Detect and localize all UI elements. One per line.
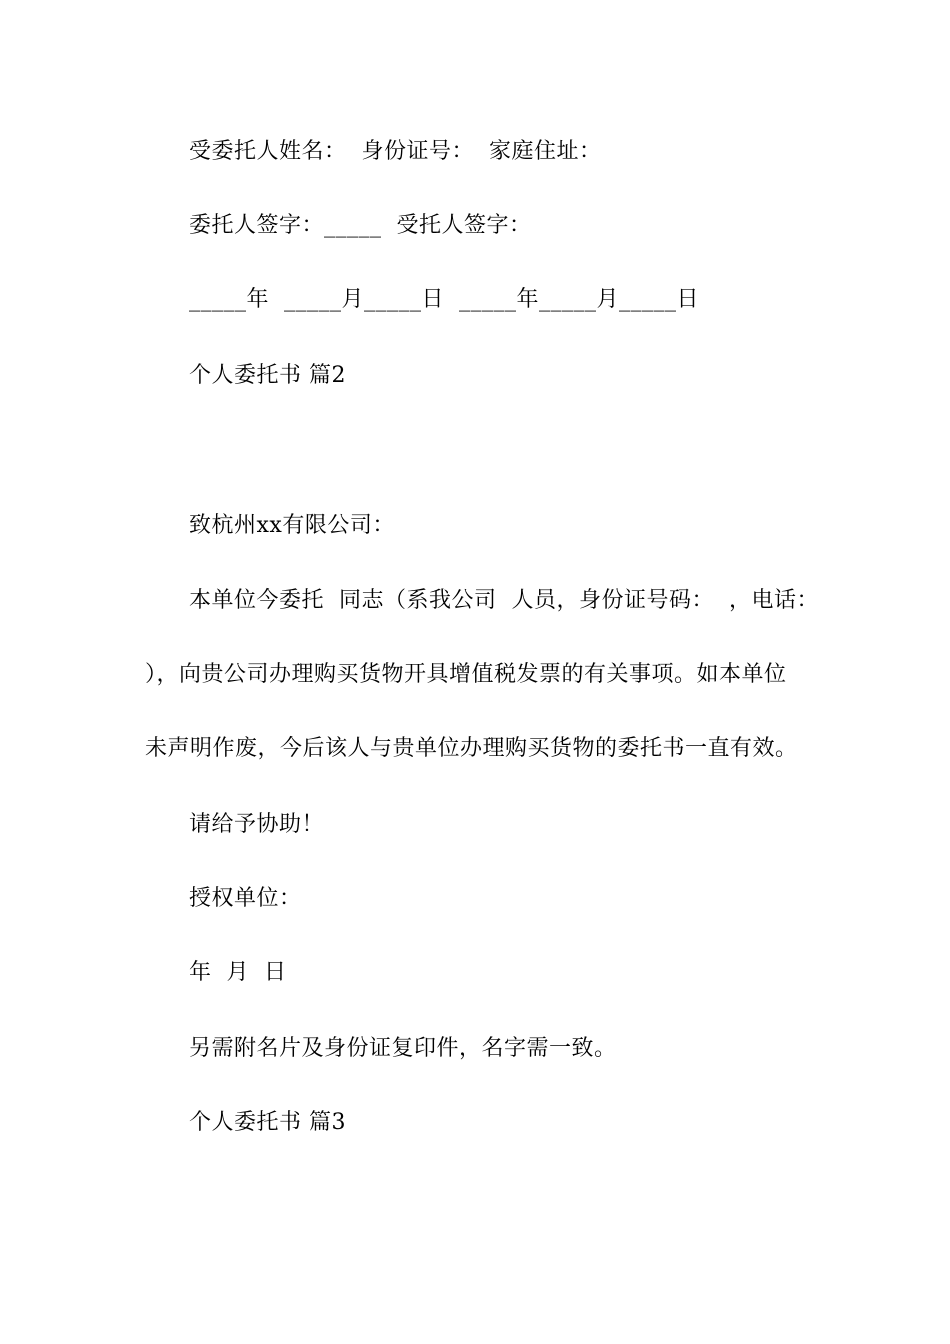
section-3-heading: 个人委托书 篇3 [189,1110,346,1135]
authorizing-unit: 授权单位： [189,886,302,911]
body-paragraph-line-1: 本单位今委托 同志（系我公司 人员，身份证号码： ，电话： [189,588,819,613]
date-line: 年 月 日 [189,960,287,985]
addressee: 致杭州xx有限公司： [189,513,395,538]
date-blanks-line: _____年 _____月_____日 _____年_____月_____日 [189,287,699,312]
section-2-heading: 个人委托书 篇2 [189,363,346,388]
attachment-note: 另需附名片及身份证复印件，名字需一致。 [189,1036,617,1061]
signature-line: 委托人签字：_____ 受托人签字： [189,213,532,238]
request-line: 请给予协助！ [189,812,325,837]
body-paragraph-line-2: ），向贵公司办理购买货物开具增值税发票的有关事项。如本单位 [145,662,787,687]
trustee-info-line: 受委托人姓名： 身份证号： 家庭住址： [189,139,602,164]
body-paragraph-line-3: 未声明作废，今后该人与贵单位办理购买货物的委托书一直有效。 [145,736,798,761]
